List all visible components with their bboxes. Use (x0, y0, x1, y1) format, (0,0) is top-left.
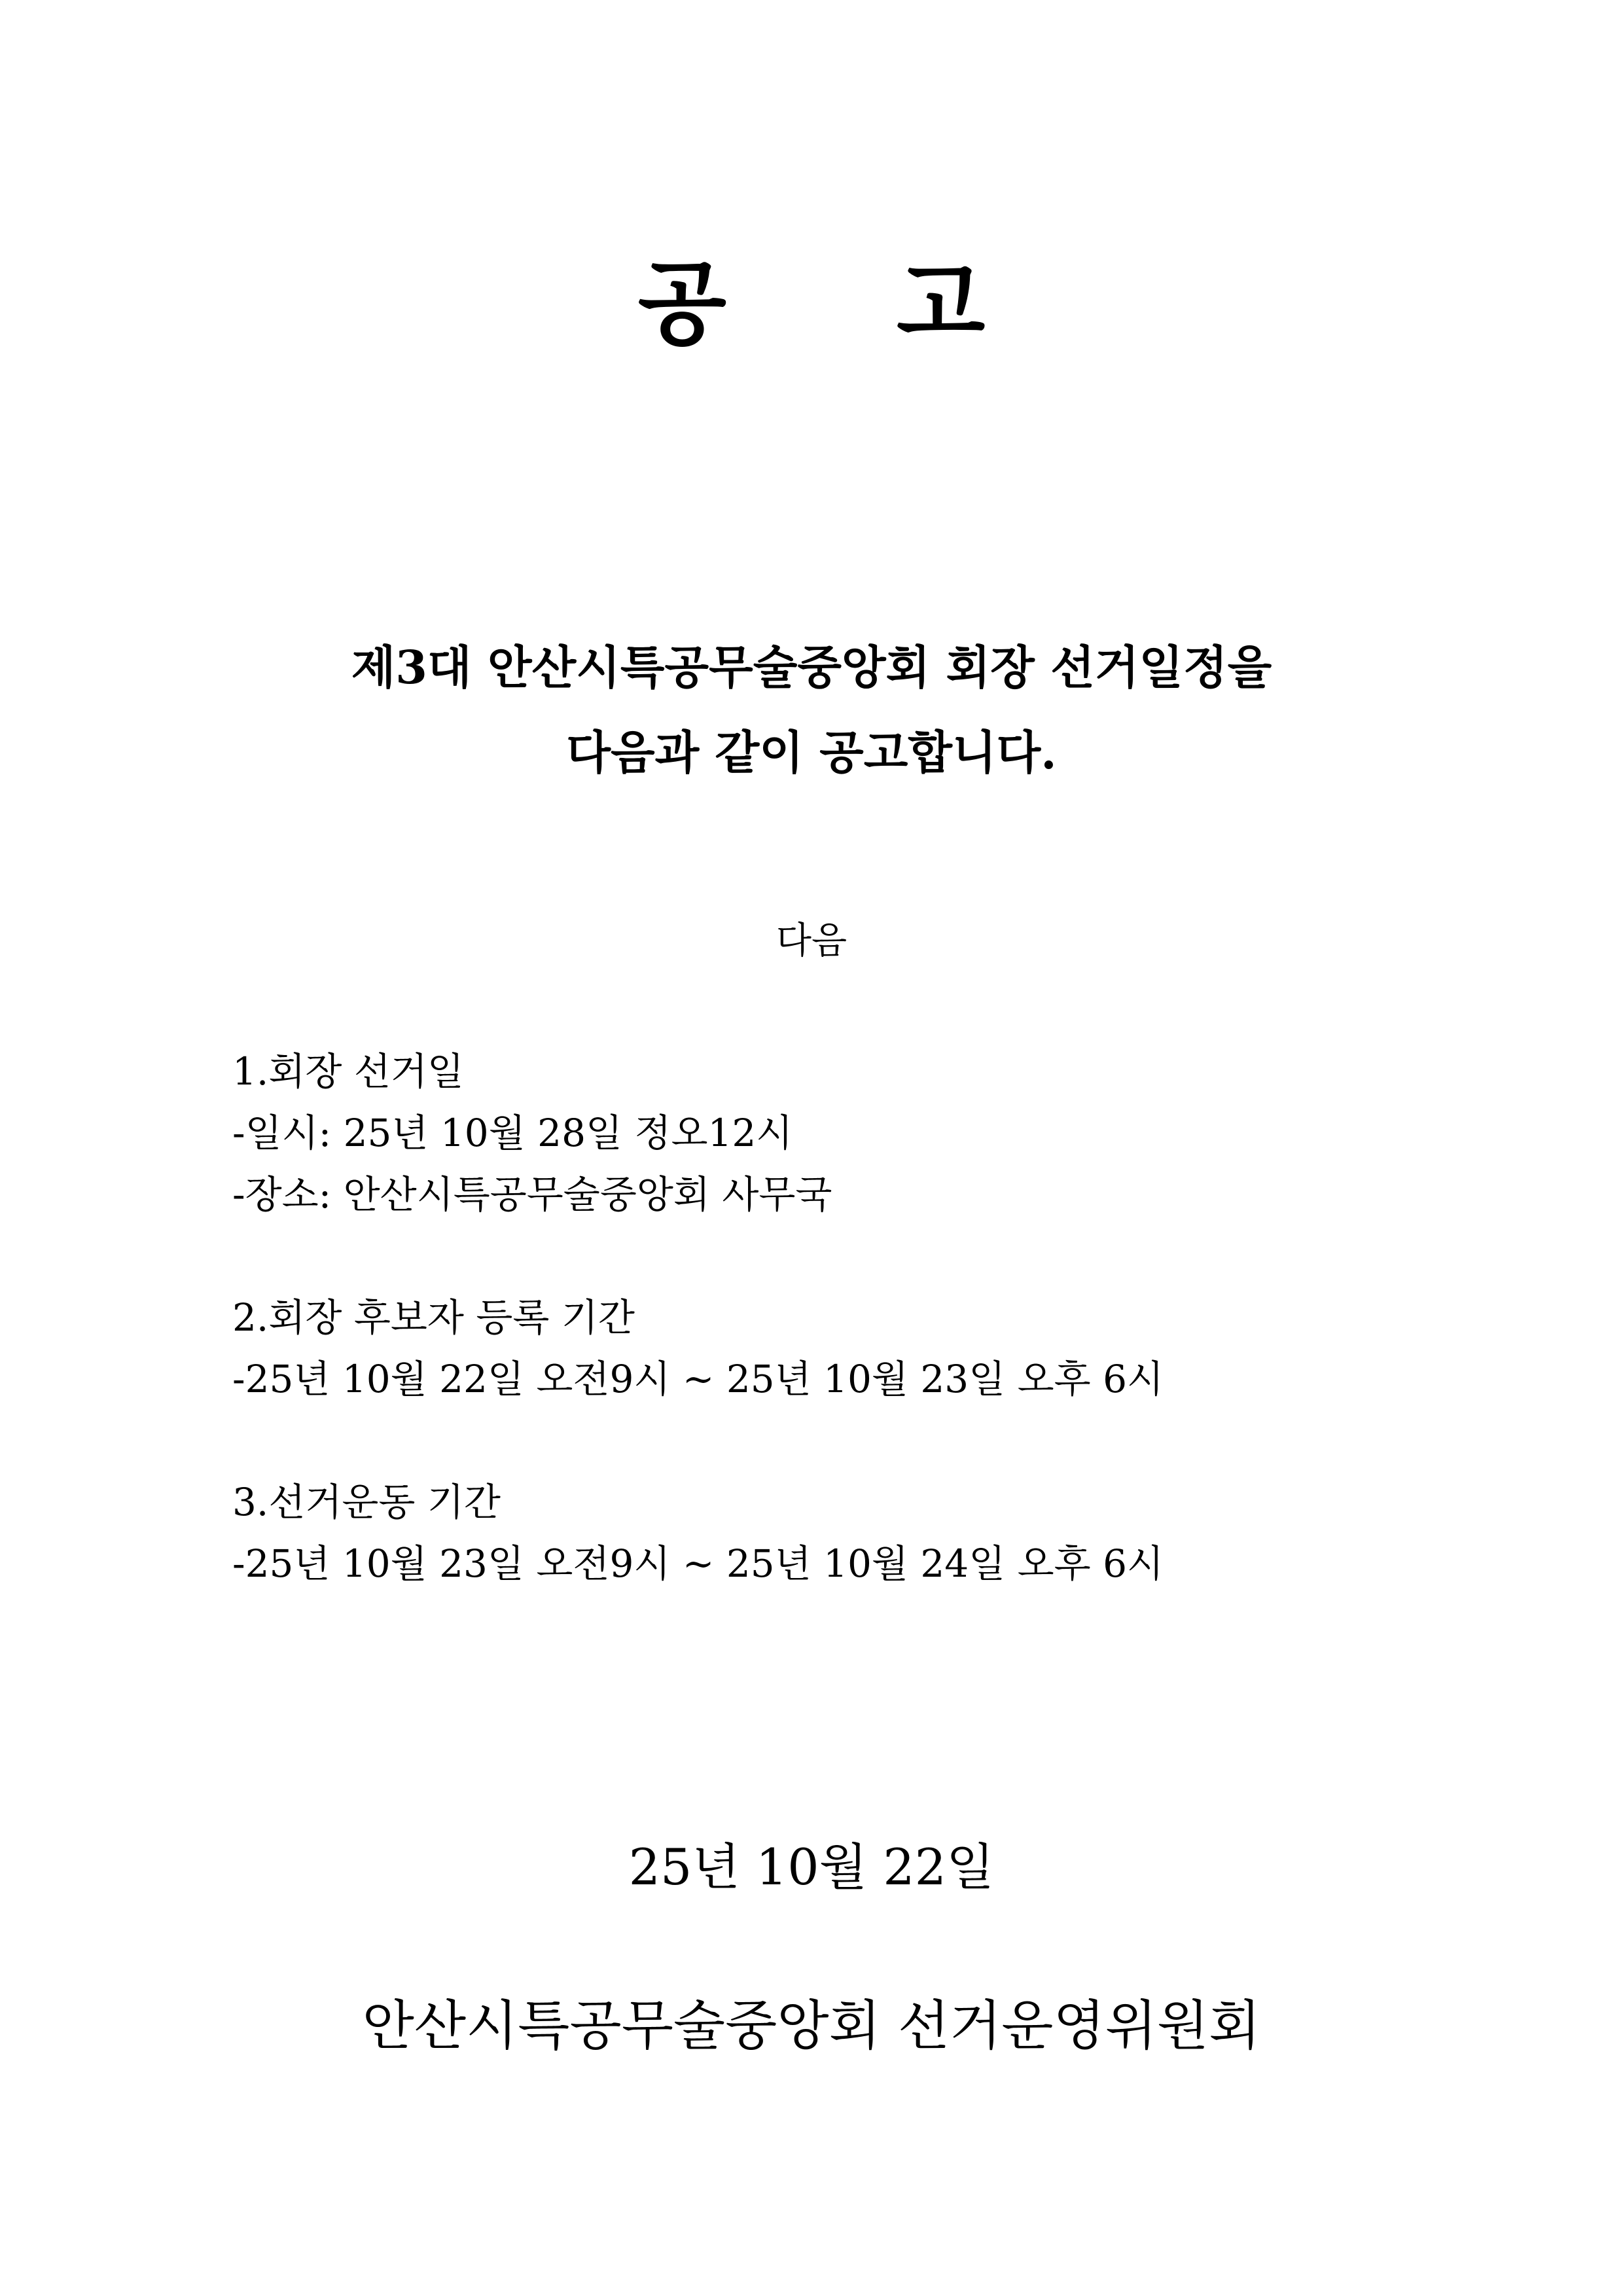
section-line: -장소: 안산시특공무술중앙회 사무국 (232, 1172, 832, 1217)
title-char-2: 고 (897, 251, 986, 358)
section-heading: 1.회장 선거일 (232, 1049, 464, 1094)
section-line: -25년 10월 23일 오전9시 ~ 25년 10월 24일 오후 6시 (232, 1541, 1164, 1586)
section-heading: 2.회장 후보자 등록 기간 (232, 1295, 635, 1340)
schedule-items (232, 1041, 1476, 1594)
title-char-1: 공 (637, 251, 726, 358)
document-title (0, 251, 1623, 358)
intro-paragraph (0, 625, 1623, 795)
section-campaign-period (232, 1471, 1476, 1594)
notice-date: 25년 10월 22일 (628, 1838, 995, 1896)
section-line: -25년 10월 22일 오전9시 ~ 25년 10월 23일 오후 6시 (232, 1357, 1164, 1401)
intro-line-2: 다음과 같이 공고합니다. (566, 725, 1057, 780)
section-candidate-registration (232, 1287, 1476, 1410)
section-line: -일시: 25년 10월 28일 정오12시 (232, 1111, 793, 1155)
issuing-organization: 안산시특공무술중앙회 선거운영위원회 (362, 1995, 1261, 2057)
section-election-day (232, 1041, 1476, 1225)
next-label: 다음 (776, 920, 847, 962)
intro-line-1: 제3대 안산시특공무술중앙회 회장 선거일정을 (351, 640, 1272, 694)
section-heading: 3.선거운동 기간 (232, 1480, 501, 1524)
